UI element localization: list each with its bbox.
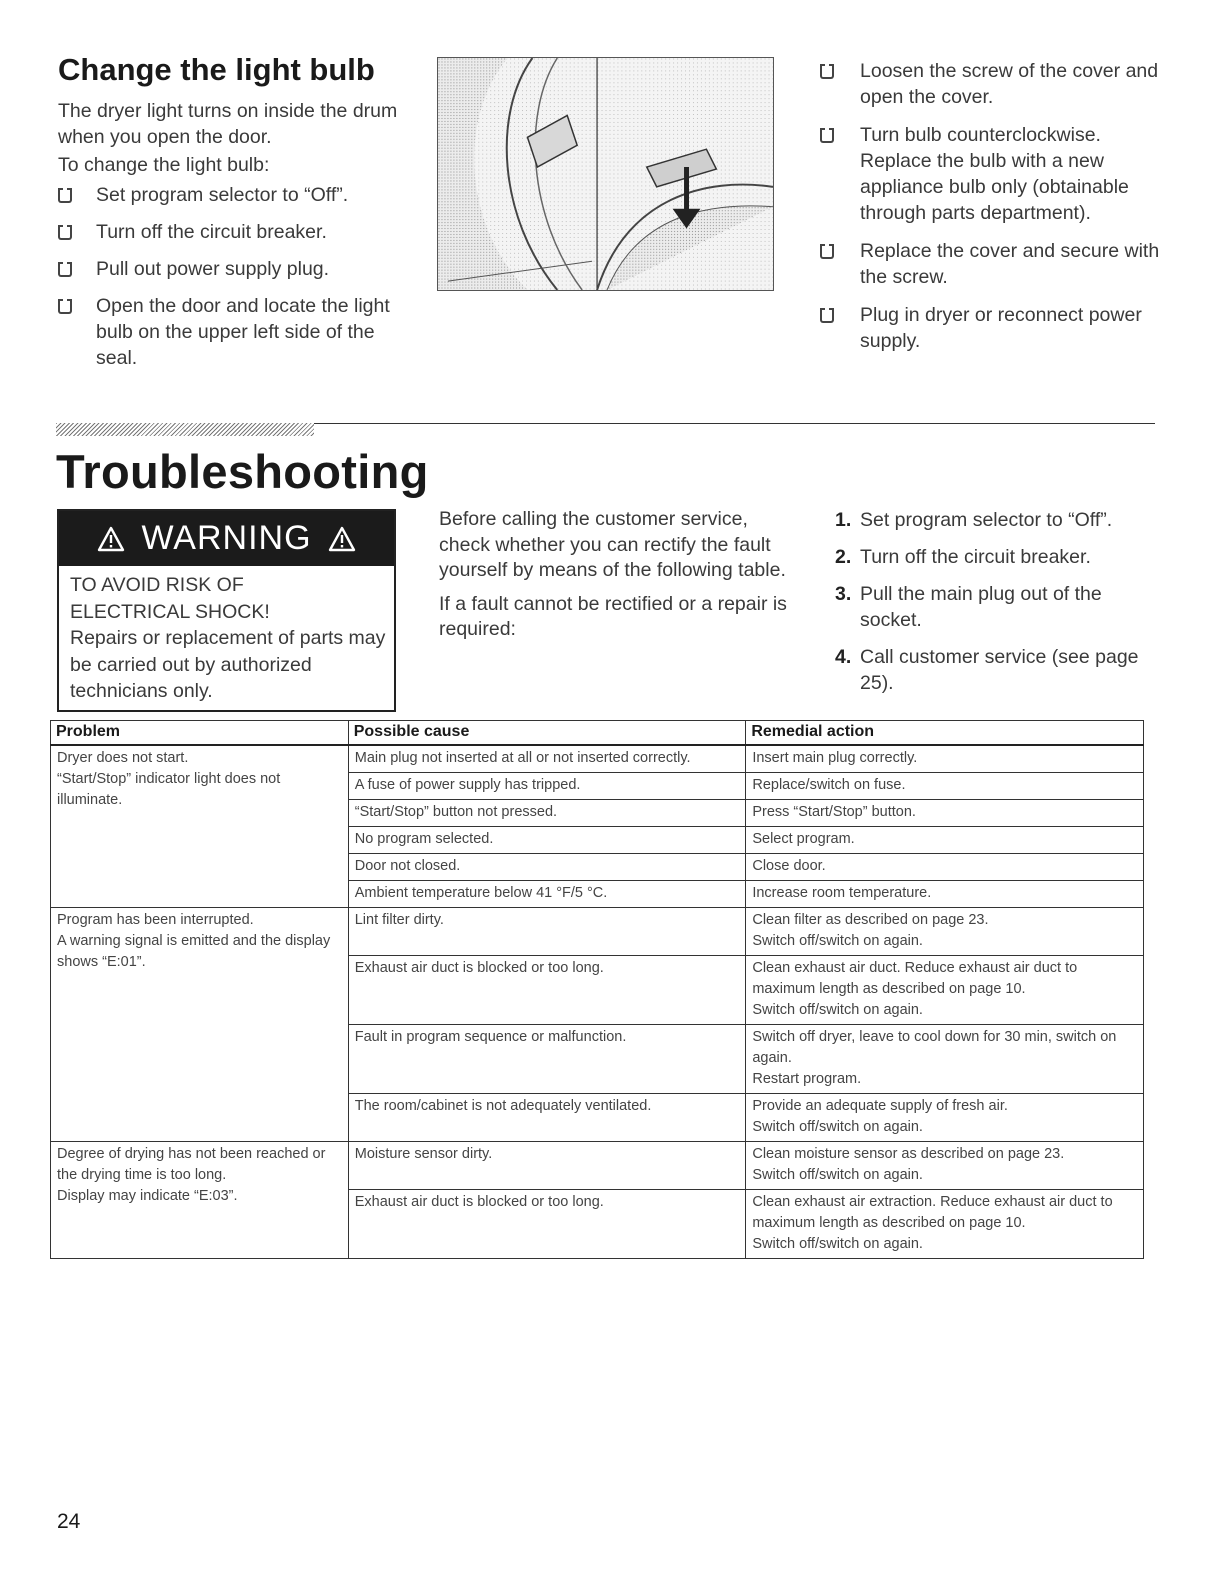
action-cell: Close door.: [746, 853, 1144, 880]
table-row: [51, 745, 1144, 773]
checkbox-icon: [58, 225, 72, 240]
cause-cell: Lint filter dirty.: [348, 907, 746, 955]
warning-line: ELECTRICAL SHOCK!: [70, 600, 270, 623]
problem-cell: Dryer does not start. “Start/Stop” indicator light does not illuminate.: [51, 745, 349, 908]
action-cell: Switch off dryer, leave to cool down for 30 min, switch on again. Restart program.: [746, 1024, 1144, 1093]
warning-triangle-icon: [328, 526, 356, 552]
action-cell: Increase room temperature.: [746, 880, 1144, 907]
step-item: Replace the cover and secure with the screw.: [820, 238, 1170, 290]
warning-body: [59, 566, 394, 705]
step-item: Set program selector to “Off”.: [58, 182, 398, 208]
light-bulb-illustration: [437, 57, 774, 291]
intro-paragraph: If a fault cannot be rectified or a repair is required:: [439, 592, 787, 640]
numbered-step: 4. Call customer service (see page 25).: [835, 646, 1139, 694]
cause-cell: A fuse of power supply has tripped.: [348, 772, 746, 799]
cause-cell: Door not closed.: [348, 853, 746, 880]
numbered-step: 2. Turn off the circuit breaker.: [835, 546, 1091, 568]
numbered-steps: [835, 507, 1165, 707]
dryer-drum-illustration: [438, 58, 773, 290]
step-item: Loosen the screw of the cover and open the cover.: [820, 58, 1170, 110]
checkbox-icon: [820, 64, 834, 79]
step-item: Plug in dryer or reconnect power supply.: [820, 302, 1170, 354]
column-header-action: Remedial action: [746, 721, 1144, 745]
light-bulb-subheading: To change the light bulb:: [58, 154, 270, 176]
light-bulb-steps-right: [820, 58, 1170, 354]
section-divider-hatch: [56, 423, 314, 436]
cause-cell: The room/cabinet is not adequately ventilated.: [348, 1093, 746, 1141]
action-cell: Replace/switch on fuse.: [746, 772, 1144, 799]
action-cell: Clean moisture sensor as described on page 23. Switch off/switch on again.: [746, 1141, 1144, 1189]
action-cell: Clean exhaust air extraction. Reduce exhaust air duct to maximum length as described on page 10. Switch off/switch on again.: [746, 1189, 1144, 1258]
intro-paragraph: Before calling the customer service, check whether you can rectify the fault yourself by means of the following table.: [439, 508, 786, 581]
table-row: [51, 907, 1144, 955]
action-cell: Clean filter as described on page 23. Switch off/switch on again.: [746, 907, 1144, 955]
cause-cell: Exhaust air duct is blocked or too long.: [348, 1189, 746, 1258]
warning-text: Repairs or replacement of parts may be carried out by authorized technicians only.: [70, 627, 386, 702]
cause-cell: “Start/Stop” button not pressed.: [348, 799, 746, 826]
troubleshooting-table: [50, 720, 1144, 1259]
step-item: Turn off the circuit breaker.: [58, 219, 398, 245]
warning-box: [57, 509, 396, 712]
action-cell: Provide an adequate supply of fresh air. Switch off/switch on again.: [746, 1093, 1144, 1141]
warning-header: [59, 511, 394, 566]
action-cell: Clean exhaust air duct. Reduce exhaust air duct to maximum length as described on page 10. Switch off/switch on again.: [746, 955, 1144, 1024]
troubleshooting-title: Troubleshooting: [56, 445, 429, 498]
action-cell: Insert main plug correctly.: [746, 745, 1144, 773]
checkbox-icon: [58, 299, 72, 314]
table-row: [51, 1141, 1144, 1189]
step-item: Turn bulb counterclockwise. Replace the bulb with a new appliance bulb only (obtainable through parts department).: [820, 122, 1170, 226]
action-cell: Press “Start/Stop” button.: [746, 799, 1144, 826]
cause-cell: Moisture sensor dirty.: [348, 1141, 746, 1189]
checkbox-icon: [58, 188, 72, 203]
numbered-step: 3. Pull the main plug out of the socket.: [835, 583, 1102, 631]
cause-cell: Main plug not inserted at all or not inserted correctly.: [348, 745, 746, 773]
checkbox-icon: [820, 244, 834, 259]
light-bulb-intro: The dryer light turns on inside the drum when you open the door.: [58, 100, 398, 148]
troubleshooting-intro: [439, 507, 799, 651]
cause-cell: Fault in program sequence or malfunction.: [348, 1024, 746, 1093]
column-header-cause: Possible cause: [348, 721, 746, 745]
checkbox-icon: [58, 262, 72, 277]
action-cell: Select program.: [746, 826, 1144, 853]
column-header-problem: Problem: [51, 721, 349, 745]
cause-cell: No program selected.: [348, 826, 746, 853]
light-bulb-steps-left: [58, 182, 398, 371]
cause-cell: Exhaust air duct is blocked or too long.: [348, 955, 746, 1024]
problem-cell: Program has been interrupted. A warning signal is emitted and the display shows “E:01”.: [51, 907, 349, 1141]
page-number: 24: [57, 1510, 81, 1533]
step-item: Open the door and locate the light bulb on the upper left side of the seal.: [58, 293, 398, 371]
problem-cell: Degree of drying has not been reached or the drying time is too long. Display may indicate “E:03”.: [51, 1141, 349, 1258]
cause-cell: Ambient temperature below 41 °F/5 °C.: [348, 880, 746, 907]
numbered-step: 1. Set program selector to “Off”.: [835, 509, 1113, 531]
checkbox-icon: [820, 128, 834, 143]
table-header-row: [51, 721, 1144, 745]
light-bulb-section: [58, 52, 398, 382]
warning-triangle-icon: [97, 526, 125, 552]
light-bulb-steps-continued: [820, 54, 1170, 366]
warning-line: TO AVOID RISK OF: [70, 574, 244, 596]
step-item: Pull out power supply plug.: [58, 256, 398, 282]
warning-label: WARNING: [141, 519, 312, 557]
checkbox-icon: [820, 308, 834, 323]
light-bulb-title: Change the light bulb: [58, 52, 375, 87]
